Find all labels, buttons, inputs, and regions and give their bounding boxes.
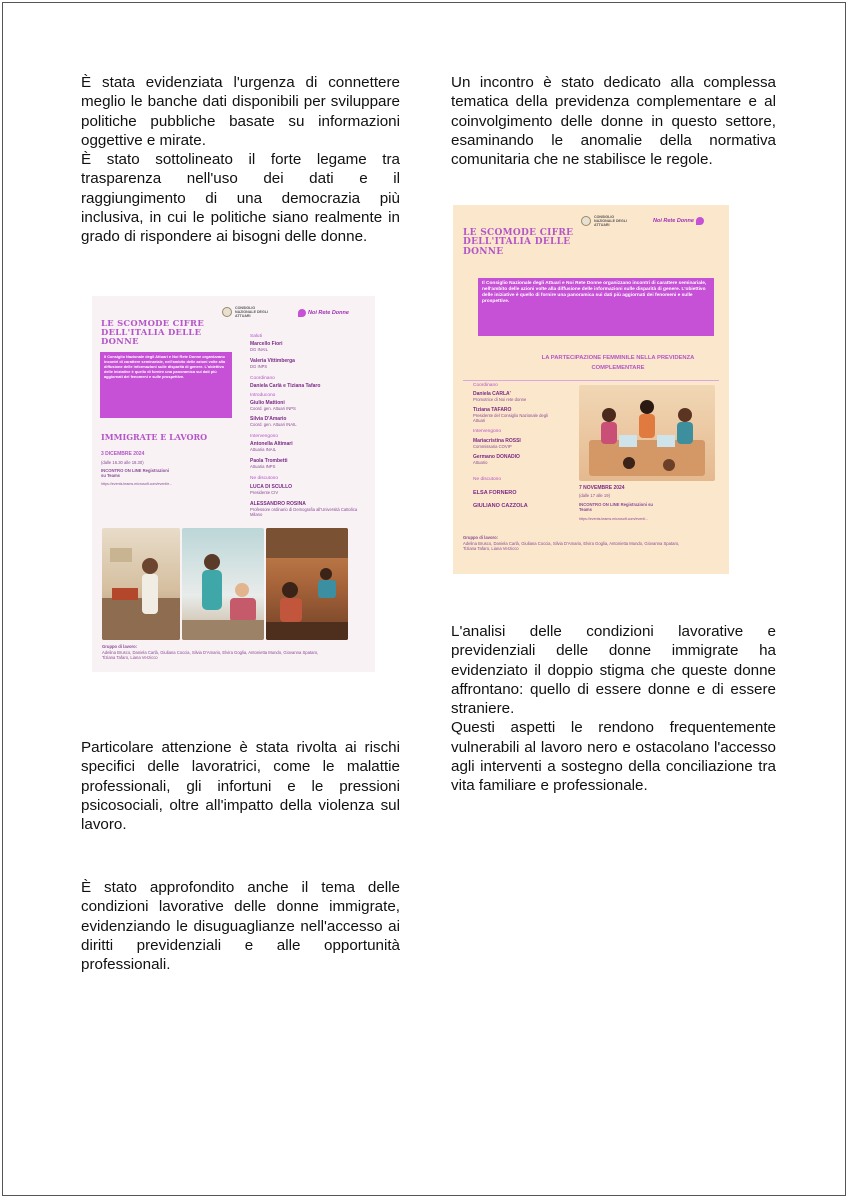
left-para-1: È stata evidenziata l'urgenza di connettere meglio le banche dati disponibili per sviluppare politiche pubbliche basate su informazioni oggettive e mirate. (81, 74, 400, 149)
right-para-3: Questi aspetti le rendono frequentemente vulnerabili al lavoro nero e ostacolano l'accesso agli interventi a sostegno della conciliazione tra vita familiare e professionale. (451, 719, 776, 795)
speaker-role: Attuaria INPS (250, 464, 276, 469)
event-date: 7 NOVEMBRE 2024 (579, 485, 625, 491)
right-para-2: L'analisi delle condizioni lavorative e previdenziali delle donne immigrate ha evidenziato il doppio stigma che queste donne affrontano: quello di essere donne e di essere straniere. (451, 623, 776, 718)
speaker-name: Antonella Altimari (250, 441, 293, 447)
meeting-scene-icon (579, 385, 715, 481)
speaker-role: Coord. gen. Attuari INPS (250, 406, 296, 411)
speaker-name: ELSA FORNERO (473, 490, 517, 496)
speaker-role: Professore ordinario di Demografia all'Università Cattolica Milano (250, 507, 358, 518)
factory-scene-icon (266, 528, 348, 640)
illustration-factory-workers (266, 528, 348, 640)
ne-discutono-label: Ne discutono (473, 477, 501, 482)
poster-intro-box: Il Consiglio Nazionale degli Attuari e Noi Rete Donne organizzano incontri di carattere seminariale, nell'ambito delle azioni volte alla diffusione delle informazioni sulle disparità di genere. L'obiettivo delle iniziative è quello di fornire una panoramica sui dati più aggiornati dei fenomeni e sulle prospettive. (100, 352, 232, 418)
brand-name: Noi Rete Donne (653, 218, 694, 224)
group-label: Gruppo di lavoro: (463, 535, 499, 540)
group-label: Gruppo di lavoro: (102, 644, 138, 649)
logo-text: CONSIGLIO NAZIONALE DEGLI ATTUARI (235, 306, 268, 319)
coordinano-label: Coordinano (473, 383, 498, 388)
intervengono-label: Intervengono (250, 434, 279, 439)
event-link: https://events.teams.microsoft.com/event/e... (101, 482, 173, 486)
left-para-4: È stato approfondito anche il tema delle condizioni lavorative delle donne immigrate, evidenziando le disuguaglianze nell'accesso ai diritti previdenziali e alle opportunità professionali. (81, 879, 400, 974)
speaker-role: Attuaria INAIL (250, 447, 277, 452)
speaker-name: Daniela CARLA' (473, 391, 511, 397)
healthcare-scene-icon (182, 528, 264, 640)
poster-intro-box: Il Consiglio Nazionale degli Attuari e Noi Rete Donne organizzano incontri di carattere seminariale, nell'ambito delle azioni volte alla diffusione delle informazioni sulle disparità di genere. L'obiettivo delle iniziative è quello di fornire una panoramica sui dati più aggiornati dei fenomeni e sulle prospettive. (478, 278, 714, 336)
speaker-name: Marcello Fiori (250, 341, 283, 347)
speaker-name: Paola Trombetti (250, 458, 288, 464)
speaker-name: Mariacristina ROSSI (473, 438, 521, 444)
speaker-name: GIULIANO CAZZOLA (473, 503, 528, 509)
brand-name: Noi Rete Donne (308, 310, 349, 316)
speaker-name: ALESSANDRO ROSINA (250, 501, 306, 507)
speaker-role: DG INPS (250, 364, 268, 369)
saluti-label: Saluti (250, 334, 262, 339)
republic-emblem-icon (581, 216, 591, 226)
noi-rete-donne-brand (298, 309, 349, 317)
speaker-role: Presidente del Consiglio Nazionale degli Attuari (473, 413, 548, 424)
right-paragraphs-bottom (451, 622, 776, 796)
poster-immigrate-e-lavoro (92, 296, 375, 672)
event-venue: INCONTRO ON LINE Registrazioni su Teams (101, 468, 169, 479)
event-link: https://events.teams.microsoft.com/event/... (579, 517, 649, 521)
illustration-healthcare-worker (182, 528, 264, 640)
speaker-role: Promotrice di Noi rete donne (473, 397, 527, 402)
brand-mark-icon (696, 217, 704, 225)
speaker-name: Germano DONADIO (473, 454, 520, 460)
group-names: Adelina Brusco, Daniela Carlà, Giuliana Coccia, Silvia D'Amario, Elvira Goglia, Antonietta Mundo, Giovanna Spataro, Tiziana Tafaro, Liana Verzicco (463, 541, 680, 552)
speaker-name: LUCA DI SCULLO (250, 484, 293, 490)
event-date: 3 DICEMBRE 2024 (101, 451, 145, 457)
right-para-1: Un incontro è stato dedicato alla complessa tematica della previdenza complementare e al coinvolgimento delle donne in questo settore, esaminando le anomalie della normativa comunitaria che ne stabilisce le regole. (451, 74, 776, 169)
illustration-kitchen-worker (102, 528, 180, 640)
ne-discutono-label: Ne discutono (250, 476, 278, 481)
coordinano-label: Coordinano (250, 376, 275, 381)
poster-heading: IMMIGRATE E LAVORO (101, 432, 208, 442)
left-paragraphs-top (81, 73, 400, 247)
introducono-label: Introducono (250, 393, 276, 398)
group-names: Adelina Brusco, Daniela Carlà, Giuliana Coccia, Silvia D'Amario, Elvira Goglia, Antonietta Mundo, Giovanna Spataro, Tiziana Tafaro, Liana Verzicco (102, 650, 319, 661)
speaker-name: Giulio Mattioni (250, 400, 285, 406)
event-time: (dalle 16.30 alle 18.30) (101, 460, 144, 465)
speaker-name: Valeria Vittimberga (250, 358, 295, 364)
poster-heading: LA PARTECIPAZIONE FEMMINILE NELLA PREVIDENZA COMPLEMENTARE (541, 355, 695, 371)
republic-emblem-icon (222, 307, 232, 317)
cna-logo (581, 215, 636, 228)
intervengono-label: Intervengono (473, 429, 502, 434)
brand-mark-icon (298, 309, 306, 317)
left-para-2: È stato sottolineato il forte legame tra trasparenza nell'uso dei dati e il raggiungimento di una democrazia più inclusiva, in cui le politiche siano realmente in grado di rispondere ai bisogni delle donne. (81, 151, 400, 246)
left-para-3: Particolare attenzione è stata rivolta ai rischi specifici delle lavoratrici, come le malattie professionali, gli infortuni e le pressioni psicosociali, oltre all'impatto della violenza sul lavoro. (81, 739, 400, 834)
logo-text: CONSIGLIO NAZIONALE DEGLI ATTUARI (594, 215, 627, 228)
noi-rete-donne-brand (653, 217, 704, 225)
event-time: (dalle 17 alle 19) (579, 493, 610, 498)
illustration-women-with-laptops (579, 385, 715, 481)
divider (463, 380, 719, 381)
speaker-role: Coord. gen. Attuari INAIL (250, 422, 297, 427)
speaker-name: Silvia D'Amario (250, 416, 287, 422)
coordinators: Daniela Carlà e Tiziana Tafaro (250, 383, 321, 389)
speaker-name: Tiziana TAFARO (473, 407, 512, 413)
cna-logo (222, 306, 275, 319)
kitchen-scene-icon (102, 528, 180, 640)
speaker-role: Presidente CIV (250, 490, 279, 495)
event-venue: INCONTRO ON LINE Registrazioni su Teams (579, 502, 653, 513)
poster-title: LE SCOMODE CIFRE DELL'ITALIA DELLE DONNE (101, 318, 204, 346)
speaker-role: DG INAIL (250, 347, 268, 352)
speaker-role: Commissaria COVIP (473, 444, 512, 449)
poster-title: LE SCOMODE CIFRE DELL'ITALIA DELLE DONNE (463, 228, 574, 257)
poster-previdenza-complementare (453, 205, 729, 574)
speaker-role: Attuario (473, 460, 488, 465)
